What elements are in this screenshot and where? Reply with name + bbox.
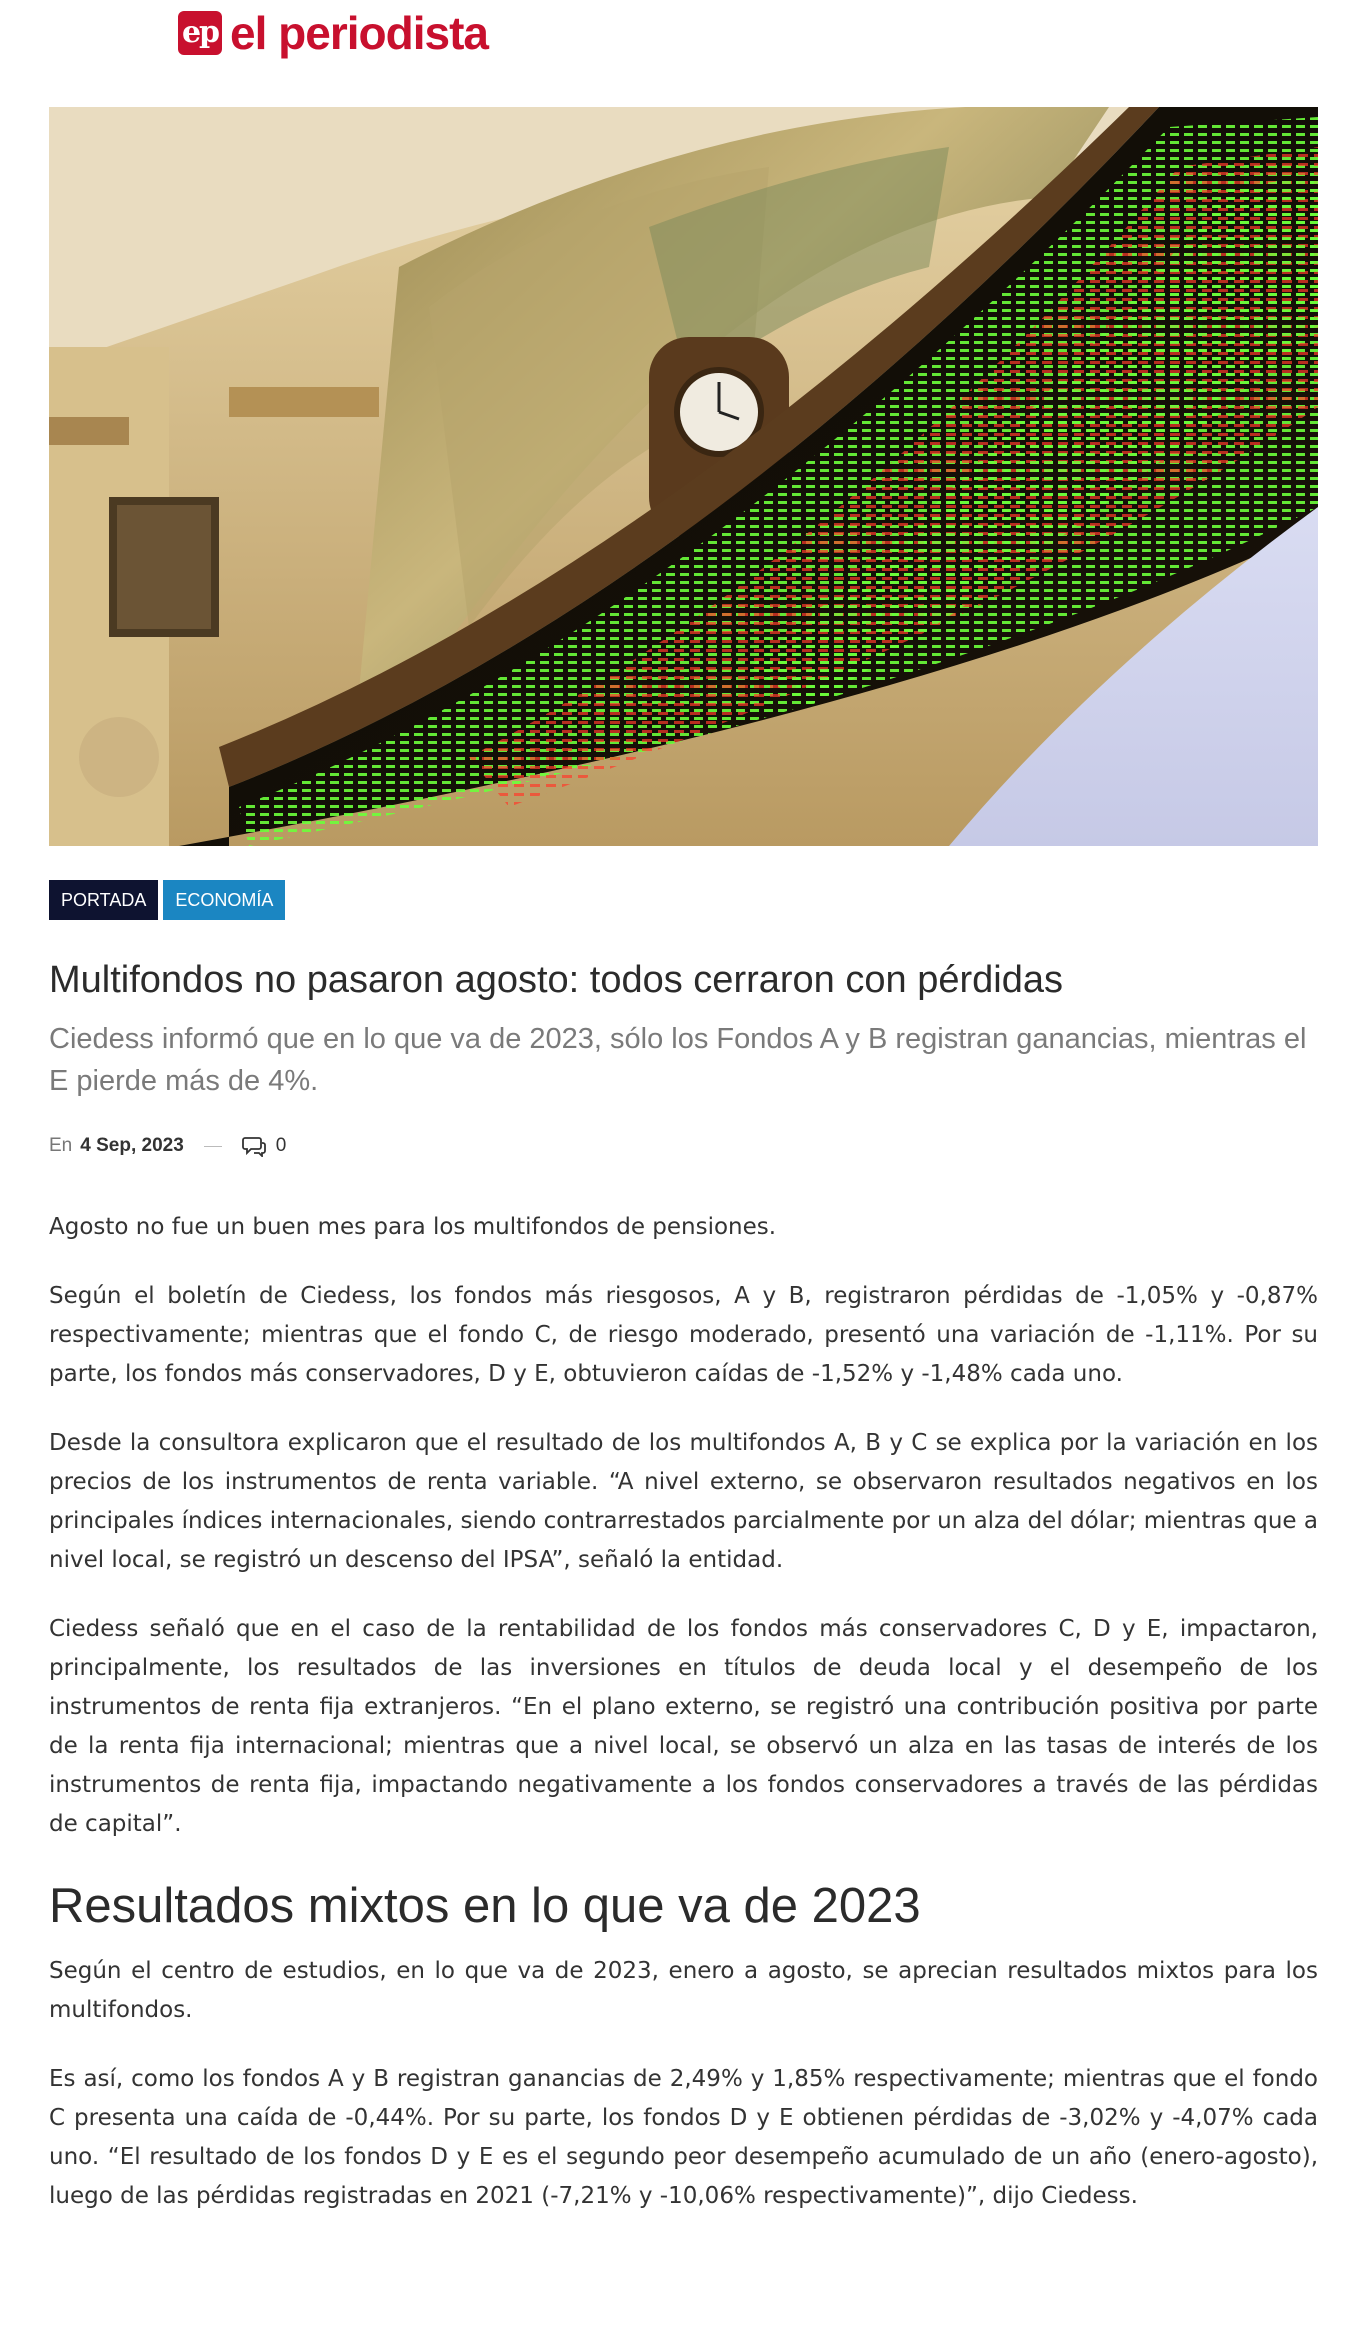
body-paragraph: Ciedess señaló que en el caso de la rentabilidad de los fondos más conservadores C, D y E, impactaron, principalmente, los resultados de las inversiones en títulos de deuda local y el desempeño de los instrumentos de renta fija extranjeros. “En el plano externo, se registró una contribución positiva por parte de la renta fija internacional; mientras que a nivel local, se observó un alza en las tasas de interés de los instrumentos de renta fija, impactando negativamente a los fondos conservadores a través de las pérdidas de capital”. (49, 1616, 1318, 1837)
article-title: Multifondos no pasaron agosto: todos cerraron con pérdidas (49, 959, 1063, 1001)
body-paragraph: Es así, como los fondos A y B registran ganancias de 2,49% y 1,85% respectivamente; mientras que el fondo C presenta una caída de -0,44%. Por su parte, los fondos D y E obtienen pérdidas de -3,02% y -4,07% cada uno. “El resultado de los fondos D y E es el segundo peor desempeño acumulado de un año (enero-agosto), luego de las pérdidas registradas en 2021 (-7,21% y -10,06% respectivamente)”, dijo Ciedess. (49, 2066, 1318, 2209)
stock-exchange-photo (49, 107, 1318, 846)
logo-text: el periodista (230, 7, 488, 59)
article-body (49, 1208, 1318, 2246)
logo-mark-icon: ep (178, 11, 222, 55)
meta-separator (204, 1146, 222, 1147)
body-paragraph: Según el boletín de Ciedess, los fondos más riesgosos, A y B, registraron pérdidas de -1,05% y -0,87% respectivamente; mientras que el fondo C, de riesgo moderado, presentó una variación de -1,11%. Por su parte, los fondos más conservadores, D y E, obtuvieron caídas de -1,52% y -1,48% cada uno. (49, 1283, 1318, 1387)
meta-prefix: En (49, 1135, 73, 1156)
body-paragraph: Agosto no fue un buen mes para los multifondos de pensiones. (49, 1214, 777, 1240)
site-logo[interactable] (178, 6, 488, 60)
comments-count: 0 (275, 1135, 287, 1156)
comments-link[interactable] (242, 1135, 287, 1157)
hero-image (49, 107, 1318, 846)
comments-icon (242, 1135, 266, 1157)
publish-date[interactable]: 4 Sep, 2023 (80, 1135, 184, 1156)
article-meta (49, 1135, 286, 1157)
article-subtitle: Ciedess informó que en lo que va de 2023, sólo los Fondos A y B registran ganancias, mientras el E pierde más de 4%. (49, 1023, 1307, 1097)
section-heading: Resultados mixtos en lo que va de 2023 (49, 1879, 921, 1933)
tag-economia[interactable]: ECONOMÍA (163, 880, 285, 920)
tag-portada[interactable]: PORTADA (49, 880, 158, 920)
body-paragraph: Desde la consultora explicaron que el resultado de los multifondos A, B y C se explica por la variación en los precios de los instrumentos de renta variable. “A nivel externo, se observaron resultados negativos en los principales índices internacionales, siendo contrarrestados parcialmente por un alza del dólar; mientras que a nivel local, se registró un descenso del IPSA”, señaló la entidad. (49, 1430, 1318, 1573)
body-paragraph: Según el centro de estudios, en lo que va de 2023, enero a agosto, se aprecian resultados mixtos para los multifondos. (49, 1958, 1318, 2023)
category-tags (49, 880, 285, 920)
